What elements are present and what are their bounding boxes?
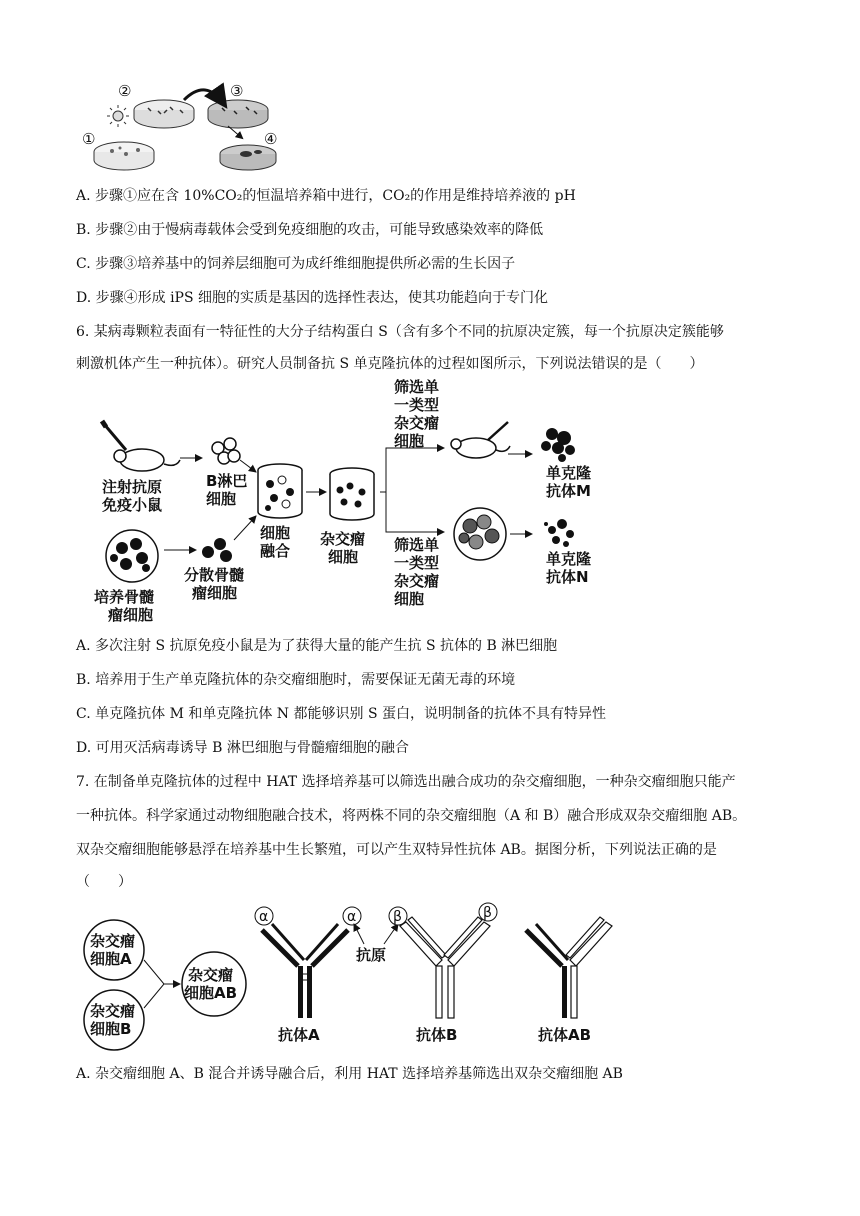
hybridoma-dish-icon <box>454 508 506 560</box>
b-cell-label-2: 细胞 <box>206 490 237 508</box>
q6-stem-line-1: 6. 某病毒颗粒表面有一特征性的大分子结构蛋白 S（含有多个不同的抗原决定簇，每一个抗原决定簇能够 <box>76 324 724 340</box>
select-top-label-2: 一类型 <box>394 396 440 414</box>
alpha-label-2: α <box>347 909 357 925</box>
q6-option-b: B. 培养用于生产单克隆抗体的杂交瘤细胞时，需要保证无菌无毒的环境 <box>76 672 516 688</box>
alpha-label-1: α <box>259 909 269 925</box>
branch-arrow-bottom <box>386 492 444 532</box>
antibody-b-icon <box>400 917 490 1018</box>
antigen-label: 抗原 <box>356 946 387 964</box>
dispersed-myeloma-icon <box>202 538 232 562</box>
hybridoma-label-1: 杂交瘤 <box>320 530 366 548</box>
b-cell-icon <box>212 438 240 464</box>
inject-label-2: 免疫小鼠 <box>102 496 163 514</box>
q6-option-d: D. 可用灭活病毒诱导 B 淋巴细胞与骨髓瘤细胞的融合 <box>76 740 409 756</box>
antibody-b-label: 抗体B <box>416 1026 458 1044</box>
q6-stem-line-2: 刺激机体产生一种抗体）。研究人员制备抗 S 单克隆抗体的过程如图所示，下列说法错误的是（ ） <box>76 356 704 372</box>
disperse-label-1: 分散骨髓 <box>184 566 245 584</box>
cell-a-label-1: 杂交瘤 <box>90 932 136 950</box>
select-top-label-4: 细胞 <box>394 432 425 450</box>
beta-label-1: β <box>393 909 402 925</box>
q7-stem-line-3: 双杂交瘤细胞能够悬浮在培养基中生长繁殖，可以产生双特异性抗体 AB。据图分析，下列说法正确的是 <box>76 842 717 858</box>
select-bottom-label-3: 杂交瘤 <box>394 572 440 590</box>
step-label-3: ③ <box>230 82 244 100</box>
figure-monoclonal-process <box>84 374 624 624</box>
figure-ips-steps <box>76 80 306 175</box>
figure-bispecific-antibody <box>78 900 638 1050</box>
cell-b-label-2: 细胞B <box>90 1020 132 1038</box>
petri-dish-2 <box>134 100 194 128</box>
mab-n-label-1: 单克隆 <box>546 550 592 568</box>
petri-dish-4 <box>220 145 276 170</box>
antibody-ab-label: 抗体AB <box>538 1026 592 1044</box>
step-label-4: ④ <box>264 130 278 148</box>
inject-label-1: 注射抗原 <box>102 478 163 496</box>
q5-option-c: C. 步骤③培养基中的饲养层细胞可为成纤维细胞提供所必需的生长因子 <box>76 256 516 272</box>
q7-stem-line-4: （ ） <box>76 874 132 890</box>
select-bottom-label-1: 筛选单 <box>394 536 440 554</box>
beta-label-2: β <box>483 905 492 921</box>
branch-arrow-top <box>380 448 444 492</box>
cell-a-label-2: 细胞A <box>90 950 132 968</box>
select-top-label-3: 杂交瘤 <box>394 414 440 432</box>
select-bottom-label-2: 一类型 <box>394 554 440 572</box>
hybridoma-beaker-icon <box>330 468 374 520</box>
myeloma-culture-icon <box>106 530 158 582</box>
mouse-icon <box>102 421 180 471</box>
select-bottom-label-4: 细胞 <box>394 590 425 608</box>
antibody-a-icon <box>262 924 348 1018</box>
transfer-arrow <box>184 90 224 104</box>
q6-option-a: A. 多次注射 S 抗原免疫小鼠是为了获得大量的能产生抗 S 抗体的 B 淋巴细胞 <box>76 638 558 654</box>
mab-n-label-2: 抗体N <box>546 568 589 586</box>
fusion-beaker-icon <box>258 464 302 518</box>
antibody-m-icon <box>541 428 575 462</box>
petri-dish-3 <box>208 100 268 128</box>
cell-ab-label-1: 杂交瘤 <box>188 966 234 984</box>
q7-option-a: A. 杂交瘤细胞 A、B 混合并诱导融合后，利用 HAT 选择培养基筛选出双杂交瘤细胞 AB <box>76 1066 623 1082</box>
step-label-1: ① <box>82 130 96 148</box>
antibody-a-label: 抗体A <box>278 1026 320 1044</box>
q7-stem-line-2: 一种抗体。科学家通过动物细胞融合技术，将两株不同的杂交瘤细胞（A 和 B）融合形成双杂交瘤细胞 AB。 <box>76 808 747 824</box>
step-label-2: ② <box>118 82 132 100</box>
mab-m-label-1: 单克隆 <box>546 464 592 482</box>
culture-label-1: 培养骨髓 <box>94 588 155 606</box>
cell-ab-label-2: 细胞AB <box>184 984 238 1002</box>
mab-m-label-2: 抗体M <box>546 482 591 500</box>
culture-label-2: 瘤细胞 <box>108 606 154 624</box>
disperse-label-2: 瘤细胞 <box>192 584 238 602</box>
antibody-n-icon <box>544 519 574 547</box>
q5-option-a: A. 步骤①应在含 10%CO₂的恒温培养箱中进行，CO₂的作用是维持培养液的 pH <box>76 188 576 204</box>
select-top-label-1: 筛选单 <box>394 378 440 396</box>
fusion-label-2: 融合 <box>260 542 291 560</box>
petri-dish-1 <box>94 142 154 170</box>
cell-b-label-1: 杂交瘤 <box>90 1002 136 1020</box>
virus-icon <box>107 105 129 127</box>
q5-option-d: D. 步骤④形成 iPS 细胞的实质是基因的选择性表达，使其功能趋向于专门化 <box>76 290 549 306</box>
fusion-label-1: 细胞 <box>260 524 291 542</box>
q6-option-c: C. 单克隆抗体 M 和单克隆抗体 N 都能够识别 S 蛋白，说明制备的抗体不具有特异性 <box>76 706 606 722</box>
hybridoma-label-2: 细胞 <box>328 548 359 566</box>
q5-option-b: B. 步骤②由于慢病毒载体会受到免疫细胞的攻击，可能导致感染效率的降低 <box>76 222 544 238</box>
mouse-2-icon <box>451 422 510 458</box>
b-cell-label-1: B淋巴 <box>206 472 248 490</box>
q7-stem-line-1: 7. 在制备单克隆抗体的过程中 HAT 选择培养基可以筛选出融合成功的杂交瘤细胞，一种杂交瘤细胞只能产 <box>76 774 736 790</box>
antibody-ab-icon <box>526 917 612 1018</box>
